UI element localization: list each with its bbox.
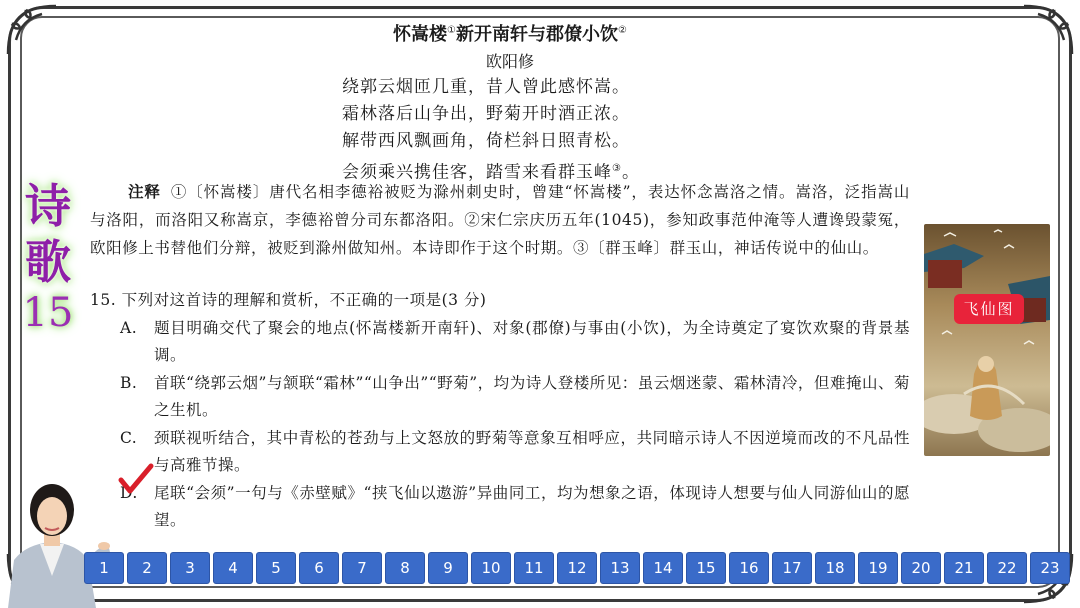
corner-ornament-icon (2, 0, 62, 60)
page-button-2[interactable]: 2 (127, 552, 167, 584)
option-text: 题目明确交代了聚会的地点(怀嵩楼新开南轩)、对象(郡僚)与事由(小饮)，为全诗奠定了宴饮欢聚的背景基调。 (154, 319, 910, 364)
side-title-number: 15 (22, 290, 74, 336)
option-b (90, 370, 910, 424)
page-button-18[interactable]: 18 (815, 552, 855, 584)
page-button-16[interactable]: 16 (729, 552, 769, 584)
option-letter: C. (120, 429, 138, 447)
page-button-6[interactable]: 6 (299, 552, 339, 584)
poem-line: 霜林落后山争出，野菊开时酒正浓。 (342, 104, 630, 124)
question-block (90, 286, 910, 534)
page-button-23[interactable]: 23 (1030, 552, 1070, 584)
page-button-22[interactable]: 22 (987, 552, 1027, 584)
poem-line: 绕郭云烟匝几重，昔人曾此感怀嵩。 (342, 77, 630, 97)
page-button-17[interactable]: 17 (772, 552, 812, 584)
side-title (18, 178, 78, 336)
page-button-20[interactable]: 20 (901, 552, 941, 584)
side-title-char: 歌 (25, 235, 71, 289)
page-button-12[interactable]: 12 (557, 552, 597, 584)
fairy-painting-image (924, 224, 1050, 456)
option-a (90, 315, 910, 369)
footnote-mark: ① (447, 25, 456, 36)
footnote-mark: ③ (612, 163, 622, 174)
annotation-notes (90, 178, 910, 262)
page-button-19[interactable]: 19 (858, 552, 898, 584)
poem-line-end: 。 (621, 162, 640, 183)
poem-line: 解带西风飘画角，倚栏斜日照青松。 (342, 131, 630, 151)
page-button-9[interactable]: 9 (428, 552, 468, 584)
poem-title-part: 新开南轩与郡僚小饮 (456, 24, 618, 45)
poem-title-part: 怀嵩楼 (393, 24, 448, 45)
page-button-4[interactable]: 4 (213, 552, 253, 584)
page-button-14[interactable]: 14 (643, 552, 683, 584)
page-button-7[interactable]: 7 (342, 552, 382, 584)
footnote-mark: ② (618, 25, 627, 36)
option-text: 颈联视听结合，其中青松的苍劲与上文怒放的野菊等意象互相呼应，共同暗示诗人不因逆境而改的不凡品性与高雅节操。 (154, 429, 910, 474)
poem-author: 欧阳修 (485, 52, 534, 71)
painting-label: 飞仙图 (954, 294, 1024, 324)
page-button-3[interactable]: 3 (170, 552, 210, 584)
corner-ornament-icon (1018, 0, 1078, 60)
option-c (90, 425, 910, 479)
page-button-5[interactable]: 5 (256, 552, 296, 584)
page-button-11[interactable]: 11 (514, 552, 554, 584)
poem (300, 18, 720, 187)
option-letter: D. (120, 484, 138, 502)
option-letter: A. (120, 319, 138, 337)
notes-label: 注释 (128, 183, 161, 201)
poem-title (300, 18, 720, 48)
poem-line-text: 会须乘兴携佳客，踏雪来看群玉峰 (342, 162, 612, 183)
option-text: 首联“绕郭云烟”与颔联“霜林”“山争出”“野菊”，均为诗人登楼所见：虽云烟迷蒙、霜林清冷，但难掩山、菊之生机。 (154, 374, 910, 419)
page-button-10[interactable]: 10 (471, 552, 511, 584)
page-button-13[interactable]: 13 (600, 552, 640, 584)
side-title-char: 诗 (25, 179, 71, 233)
page-button-1[interactable]: 1 (84, 552, 124, 584)
question-stem: 15. 下列对这首诗的理解和赏析，不正确的一项是(3 分) (90, 291, 487, 309)
checkmark-icon (118, 462, 154, 496)
option-d (90, 480, 910, 534)
page-button-15[interactable]: 15 (686, 552, 726, 584)
page-button-8[interactable]: 8 (385, 552, 425, 584)
page-button-21[interactable]: 21 (944, 552, 984, 584)
notes-text: ①〔怀嵩楼〕唐代名相李德裕被贬为滁州刺史时，曾建“怀嵩楼”，表达怀念嵩洛之情。嵩洛，泛指嵩山与洛阳，而洛阳又称嵩京，李德裕曾分司东都洛阳。②宋仁宗庆历五年(1045)，参知政事范仲淹等人遭谗毁蒙冤，欧阳修上书替他们分辩，被贬到滁州做知州。本诗即作于这个时期。③〔群玉峰〕群玉山，神话传说中的仙山。 (90, 183, 910, 257)
option-letter: B. (120, 374, 138, 392)
option-text: 尾联“会须”一句与《赤壁赋》“挟飞仙以遨游”异曲同工，均为想象之语，体现诗人想要与仙人同游仙山的愿望。 (154, 484, 910, 529)
pagination (84, 552, 1070, 586)
